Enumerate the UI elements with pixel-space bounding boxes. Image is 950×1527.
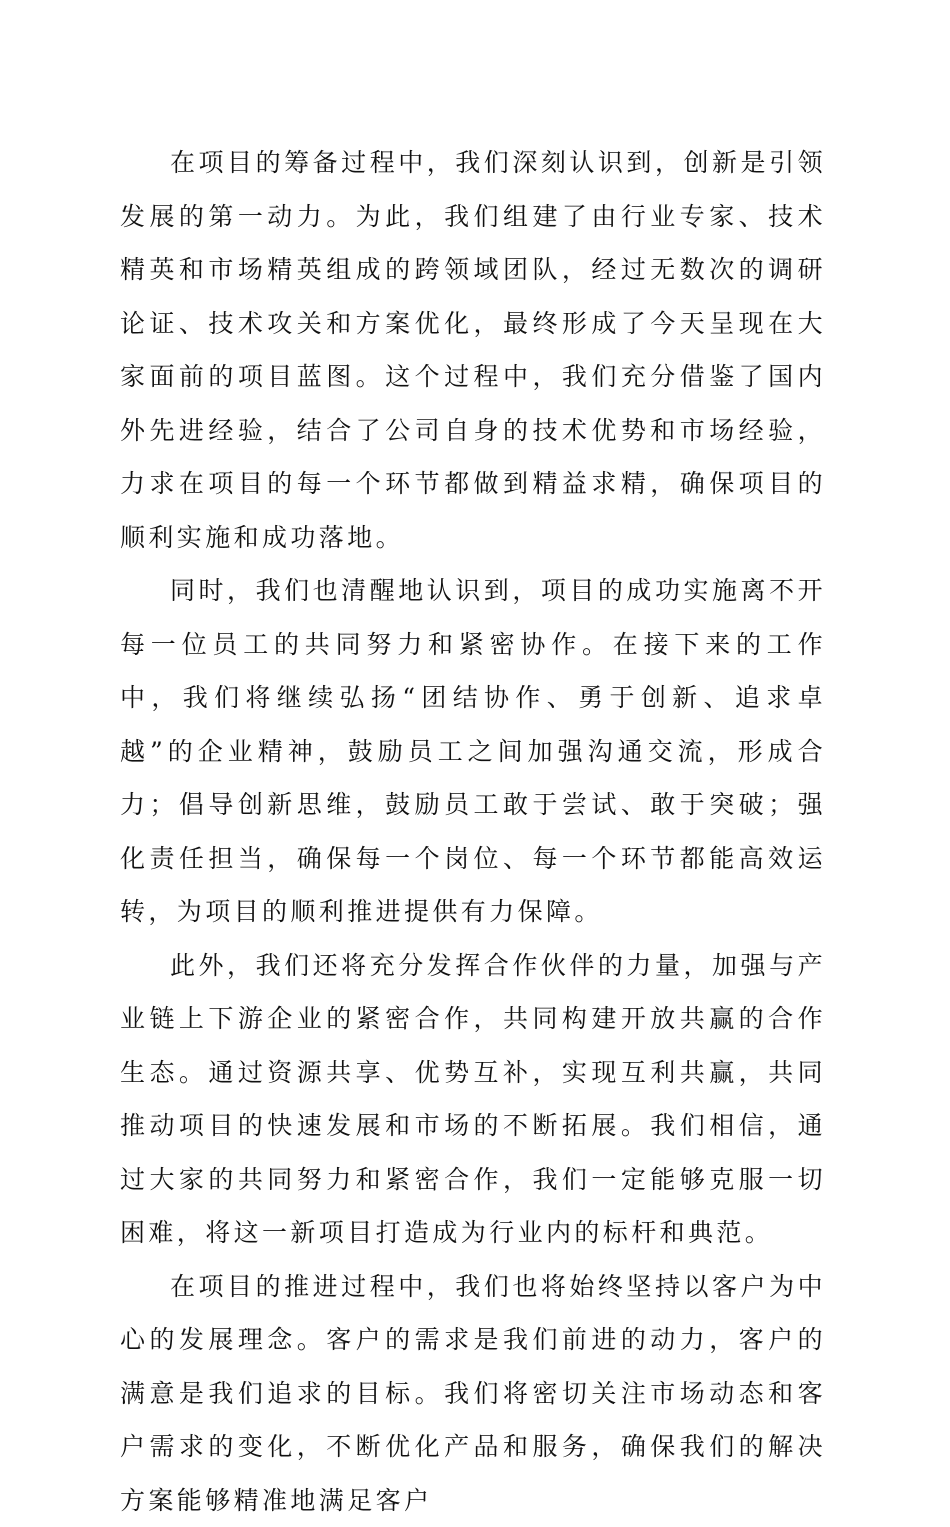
paragraph-3: 此外，我们还将充分发挥合作伙伴的力量，加强与产业链上下游企业的紧密合作，共同构建开放共赢的合作生态。通过资源共享、优势互补，实现互利共赢，共同推动项目的快速发展和市场的不断拓展。我们相信，通过大家的共同努力和紧密合作，我们一定能够克服一切困难，将这一新项目打造成为行业内的标杆和典范。: [120, 939, 826, 1260]
paragraph-2: 同时，我们也清醒地认识到，项目的成功实施离不开每一位员工的共同努力和紧密协作。在接下来的工作中，我们将继续弘扬“团结协作、勇于创新、追求卓越”的企业精神，鼓励员工之间加强沟通交流，形成合力；倡导创新思维，鼓励员工敢于尝试、敢于突破；强化责任担当，确保每一个岗位、每一个环节都能高效运转，为项目的顺利推进提供有力保障。: [120, 564, 826, 939]
document-body: [120, 136, 826, 1527]
paragraph-4: 在项目的推进过程中，我们也将始终坚持以客户为中心的发展理念。客户的需求是我们前进的动力，客户的满意是我们追求的目标。我们将密切关注市场动态和客户需求的变化，不断优化产品和服务，确保我们的解决方案能够精准地满足客户: [120, 1260, 826, 1527]
paragraph-1: 在项目的筹备过程中，我们深刻认识到，创新是引领发展的第一动力。为此，我们组建了由行业专家、技术精英和市场精英组成的跨领域团队，经过无数次的调研论证、技术攻关和方案优化，最终形成了今天呈现在大家面前的项目蓝图。这个过程中，我们充分借鉴了国内外先进经验，结合了公司自身的技术优势和市场经验，力求在项目的每一个环节都做到精益求精，确保项目的顺利实施和成功落地。: [120, 136, 826, 564]
